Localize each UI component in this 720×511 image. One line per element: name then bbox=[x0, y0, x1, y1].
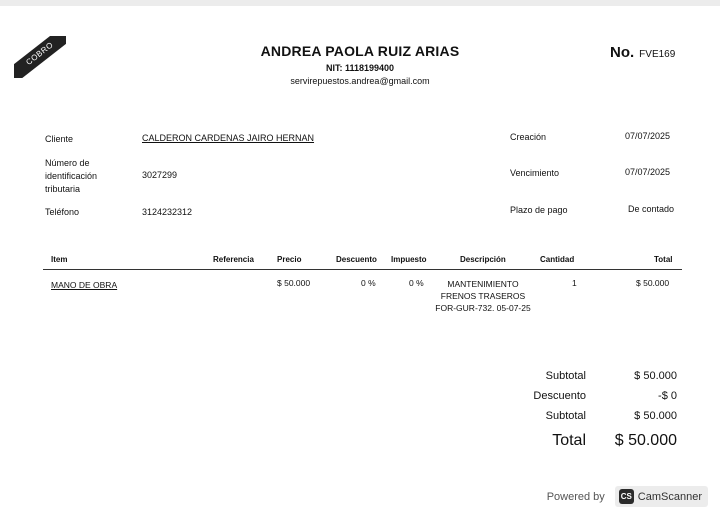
col-price: Precio bbox=[277, 255, 302, 264]
created-date: 07/07/2025 bbox=[625, 131, 671, 141]
col-total: Total bbox=[654, 255, 673, 264]
due-date: 07/07/2025 bbox=[625, 167, 671, 177]
ribbon-label: COBRO bbox=[14, 36, 66, 78]
total-value: $ 50.000 bbox=[614, 432, 677, 449]
col-reference: Referencia bbox=[213, 255, 254, 264]
client-name: CALDERON CARDENAS JAIRO HERNAN bbox=[142, 133, 315, 143]
col-quantity: Cantidad bbox=[540, 255, 575, 264]
document-number bbox=[610, 44, 675, 62]
powered-by-text: Powered by bbox=[546, 490, 605, 503]
total-label: Total bbox=[552, 432, 586, 449]
subtotal-label: Subtotal bbox=[545, 370, 586, 382]
phone-value: 3124232312 bbox=[142, 207, 193, 217]
top-strip bbox=[0, 0, 720, 6]
client-label: Cliente bbox=[45, 134, 74, 144]
camscanner-brand: CamScanner bbox=[637, 490, 702, 503]
phone-label: Teléfono bbox=[45, 207, 80, 217]
tax-id-value: 3027299 bbox=[142, 170, 178, 180]
row-item: MANO DE OBRA bbox=[51, 280, 118, 290]
issuer-nit: NIT: 1118199400 bbox=[325, 63, 395, 73]
payment-term-label: Plazo de pago bbox=[510, 205, 568, 215]
subtotal-value: $ 50.000 bbox=[634, 370, 677, 382]
subtotal2-label: Subtotal bbox=[545, 410, 586, 422]
items-table-header bbox=[43, 249, 682, 270]
row-discount: 0 % bbox=[361, 278, 376, 288]
discount-label: Descuento bbox=[533, 390, 586, 402]
issuer-name: ANDREA PAOLA RUIZ ARIAS bbox=[260, 43, 460, 59]
col-description: Descripción bbox=[460, 255, 506, 264]
camscanner-logo-icon: CS bbox=[619, 489, 634, 504]
row-tax: 0 % bbox=[409, 278, 424, 288]
row-description: MANTENIMIENTO FRENOS TRASEROS FOR-GUR-732. 05-07-25 bbox=[435, 279, 531, 313]
camscanner-badge bbox=[615, 486, 708, 507]
issuer-email: servirepuestos.andrea@gmail.com bbox=[290, 76, 430, 86]
tax-id-label: Número de identificación tributaria bbox=[45, 158, 98, 194]
col-tax: Impuesto bbox=[391, 255, 427, 264]
scanner-footer bbox=[547, 486, 708, 507]
subtotal2-value: $ 50.000 bbox=[634, 410, 677, 422]
document-number-label: No. bbox=[610, 44, 635, 61]
document-number-value: FVE169 bbox=[639, 49, 676, 60]
payment-term-value: De contado bbox=[628, 204, 675, 214]
row-quantity: 1 bbox=[572, 278, 577, 288]
table-row bbox=[43, 278, 682, 338]
col-discount: Descuento bbox=[336, 255, 377, 264]
created-label: Creación bbox=[510, 132, 547, 142]
col-item: Item bbox=[51, 255, 68, 264]
row-price: $ 50.000 bbox=[277, 278, 311, 288]
due-label: Vencimiento bbox=[510, 168, 560, 178]
row-total: $ 50.000 bbox=[636, 278, 670, 288]
discount-value: -$ 0 bbox=[658, 390, 677, 402]
